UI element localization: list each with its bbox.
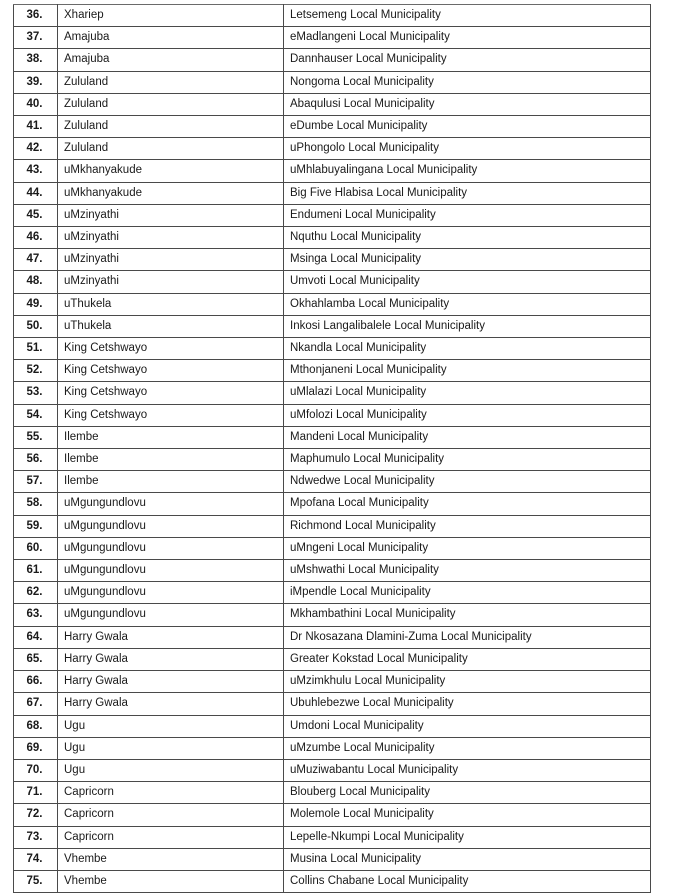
district-name: uThukela [58, 293, 284, 315]
table-row [14, 315, 651, 337]
row-number: 73. [14, 826, 58, 848]
row-number: 52. [14, 360, 58, 382]
district-name: Harry Gwala [58, 648, 284, 670]
row-number: 70. [14, 759, 58, 781]
table-row [14, 515, 651, 537]
table-row [14, 382, 651, 404]
table-row [14, 648, 651, 670]
district-name: uMgungundlovu [58, 515, 284, 537]
municipality-name: Inkosi Langalibalele Local Municipality [284, 315, 651, 337]
district-name: uMgungundlovu [58, 582, 284, 604]
district-name: Harry Gwala [58, 626, 284, 648]
district-name: Capricorn [58, 826, 284, 848]
table-row [14, 5, 651, 27]
district-name: uMgungundlovu [58, 537, 284, 559]
district-name: Harry Gwala [58, 693, 284, 715]
table-row [14, 604, 651, 626]
district-name: Capricorn [58, 804, 284, 826]
table-row [14, 93, 651, 115]
municipality-name: Nquthu Local Municipality [284, 227, 651, 249]
district-name: King Cetshwayo [58, 404, 284, 426]
municipality-name: uMngeni Local Municipality [284, 537, 651, 559]
municipality-name: Musina Local Municipality [284, 848, 651, 870]
table-row [14, 848, 651, 870]
municipality-name: Mthonjaneni Local Municipality [284, 360, 651, 382]
row-number: 47. [14, 249, 58, 271]
municipality-name: Ndwedwe Local Municipality [284, 471, 651, 493]
district-name: Amajuba [58, 27, 284, 49]
row-number: 71. [14, 782, 58, 804]
municipality-name: Dr Nkosazana Dlamini-Zuma Local Municipality [284, 626, 651, 648]
row-number: 72. [14, 804, 58, 826]
table-row [14, 826, 651, 848]
municipality-name: Mandeni Local Municipality [284, 426, 651, 448]
district-name: Ilembe [58, 426, 284, 448]
municipality-name: Collins Chabane Local Municipality [284, 870, 651, 892]
municipality-name: Lepelle-Nkumpi Local Municipality [284, 826, 651, 848]
municipality-name: eDumbe Local Municipality [284, 116, 651, 138]
district-name: uMgungundlovu [58, 604, 284, 626]
row-number: 53. [14, 382, 58, 404]
district-name: Ugu [58, 759, 284, 781]
table-row [14, 182, 651, 204]
table-row [14, 804, 651, 826]
municipality-name: Nongoma Local Municipality [284, 71, 651, 93]
municipality-name: uPhongolo Local Municipality [284, 138, 651, 160]
municipality-name: Blouberg Local Municipality [284, 782, 651, 804]
row-number: 74. [14, 848, 58, 870]
municipality-name: Endumeni Local Municipality [284, 204, 651, 226]
municipality-name: Big Five Hlabisa Local Municipality [284, 182, 651, 204]
district-name: uMzinyathi [58, 271, 284, 293]
table-row [14, 870, 651, 892]
district-name: Zululand [58, 93, 284, 115]
row-number: 48. [14, 271, 58, 293]
municipality-name: uMzimkhulu Local Municipality [284, 671, 651, 693]
row-number: 67. [14, 693, 58, 715]
table-row [14, 626, 651, 648]
table-row [14, 71, 651, 93]
table-row [14, 715, 651, 737]
municipality-name: Ubuhlebezwe Local Municipality [284, 693, 651, 715]
table-row [14, 693, 651, 715]
table-row [14, 582, 651, 604]
district-name: uMgungundlovu [58, 493, 284, 515]
row-number: 55. [14, 426, 58, 448]
row-number: 56. [14, 449, 58, 471]
table-row [14, 338, 651, 360]
row-number: 69. [14, 737, 58, 759]
district-name: uMkhanyakude [58, 160, 284, 182]
row-number: 41. [14, 116, 58, 138]
municipality-name: eMadlangeni Local Municipality [284, 27, 651, 49]
row-number: 61. [14, 560, 58, 582]
row-number: 40. [14, 93, 58, 115]
table-row [14, 271, 651, 293]
municipality-name: Nkandla Local Municipality [284, 338, 651, 360]
row-number: 42. [14, 138, 58, 160]
row-number: 46. [14, 227, 58, 249]
row-number: 60. [14, 537, 58, 559]
table-row [14, 493, 651, 515]
table-row [14, 537, 651, 559]
municipality-name: uMshwathi Local Municipality [284, 560, 651, 582]
row-number: 54. [14, 404, 58, 426]
row-number: 51. [14, 338, 58, 360]
municipality-name: Okhahlamba Local Municipality [284, 293, 651, 315]
municipality-name: Umvoti Local Municipality [284, 271, 651, 293]
row-number: 66. [14, 671, 58, 693]
table-row [14, 27, 651, 49]
municipality-name: uMfolozi Local Municipality [284, 404, 651, 426]
municipality-name: Maphumulo Local Municipality [284, 449, 651, 471]
district-name: Harry Gwala [58, 671, 284, 693]
municipality-name: Mpofana Local Municipality [284, 493, 651, 515]
district-name: Ugu [58, 737, 284, 759]
table-row [14, 737, 651, 759]
district-name: Zululand [58, 138, 284, 160]
district-name: King Cetshwayo [58, 360, 284, 382]
table-row [14, 782, 651, 804]
table-row [14, 671, 651, 693]
document-page [13, 4, 651, 893]
table-body [14, 5, 651, 893]
district-name: Vhembe [58, 848, 284, 870]
district-name: uMzinyathi [58, 204, 284, 226]
municipality-name: Richmond Local Municipality [284, 515, 651, 537]
municipality-name: Dannhauser Local Municipality [284, 49, 651, 71]
district-name: Capricorn [58, 782, 284, 804]
table-row [14, 449, 651, 471]
municipality-name: Abaqulusi Local Municipality [284, 93, 651, 115]
table-row [14, 160, 651, 182]
table-row [14, 560, 651, 582]
municipality-name: uMlalazi Local Municipality [284, 382, 651, 404]
municipality-name: iMpendle Local Municipality [284, 582, 651, 604]
row-number: 64. [14, 626, 58, 648]
row-number: 49. [14, 293, 58, 315]
table-row [14, 360, 651, 382]
district-name: uMgungundlovu [58, 560, 284, 582]
district-name: King Cetshwayo [58, 382, 284, 404]
district-name: Ugu [58, 715, 284, 737]
table-row [14, 227, 651, 249]
row-number: 39. [14, 71, 58, 93]
row-number: 36. [14, 5, 58, 27]
table-row [14, 759, 651, 781]
municipality-name: Msinga Local Municipality [284, 249, 651, 271]
row-number: 59. [14, 515, 58, 537]
district-name: Zululand [58, 71, 284, 93]
table-row [14, 138, 651, 160]
district-name: Zululand [58, 116, 284, 138]
district-name: Xhariep [58, 5, 284, 27]
district-name: Vhembe [58, 870, 284, 892]
row-number: 44. [14, 182, 58, 204]
row-number: 38. [14, 49, 58, 71]
row-number: 50. [14, 315, 58, 337]
table-row [14, 204, 651, 226]
municipality-name: uMhlabuyalingana Local Municipality [284, 160, 651, 182]
row-number: 45. [14, 204, 58, 226]
municipality-name: Mkhambathini Local Municipality [284, 604, 651, 626]
municipality-name: uMuziwabantu Local Municipality [284, 759, 651, 781]
row-number: 43. [14, 160, 58, 182]
table-row [14, 426, 651, 448]
district-name: uThukela [58, 315, 284, 337]
table-row [14, 471, 651, 493]
district-name: Ilembe [58, 449, 284, 471]
table-row [14, 116, 651, 138]
district-name: Ilembe [58, 471, 284, 493]
district-name: uMzinyathi [58, 249, 284, 271]
row-number: 57. [14, 471, 58, 493]
municipality-name: Greater Kokstad Local Municipality [284, 648, 651, 670]
district-name: Amajuba [58, 49, 284, 71]
table-row [14, 404, 651, 426]
row-number: 65. [14, 648, 58, 670]
municipality-table [13, 4, 651, 893]
row-number: 62. [14, 582, 58, 604]
row-number: 58. [14, 493, 58, 515]
row-number: 75. [14, 870, 58, 892]
municipality-name: uMzumbe Local Municipality [284, 737, 651, 759]
municipality-name: Letsemeng Local Municipality [284, 5, 651, 27]
row-number: 68. [14, 715, 58, 737]
district-name: uMkhanyakude [58, 182, 284, 204]
district-name: King Cetshwayo [58, 338, 284, 360]
municipality-name: Molemole Local Municipality [284, 804, 651, 826]
table-row [14, 49, 651, 71]
table-row [14, 249, 651, 271]
table-row [14, 293, 651, 315]
row-number: 37. [14, 27, 58, 49]
district-name: uMzinyathi [58, 227, 284, 249]
municipality-name: Umdoni Local Municipality [284, 715, 651, 737]
row-number: 63. [14, 604, 58, 626]
